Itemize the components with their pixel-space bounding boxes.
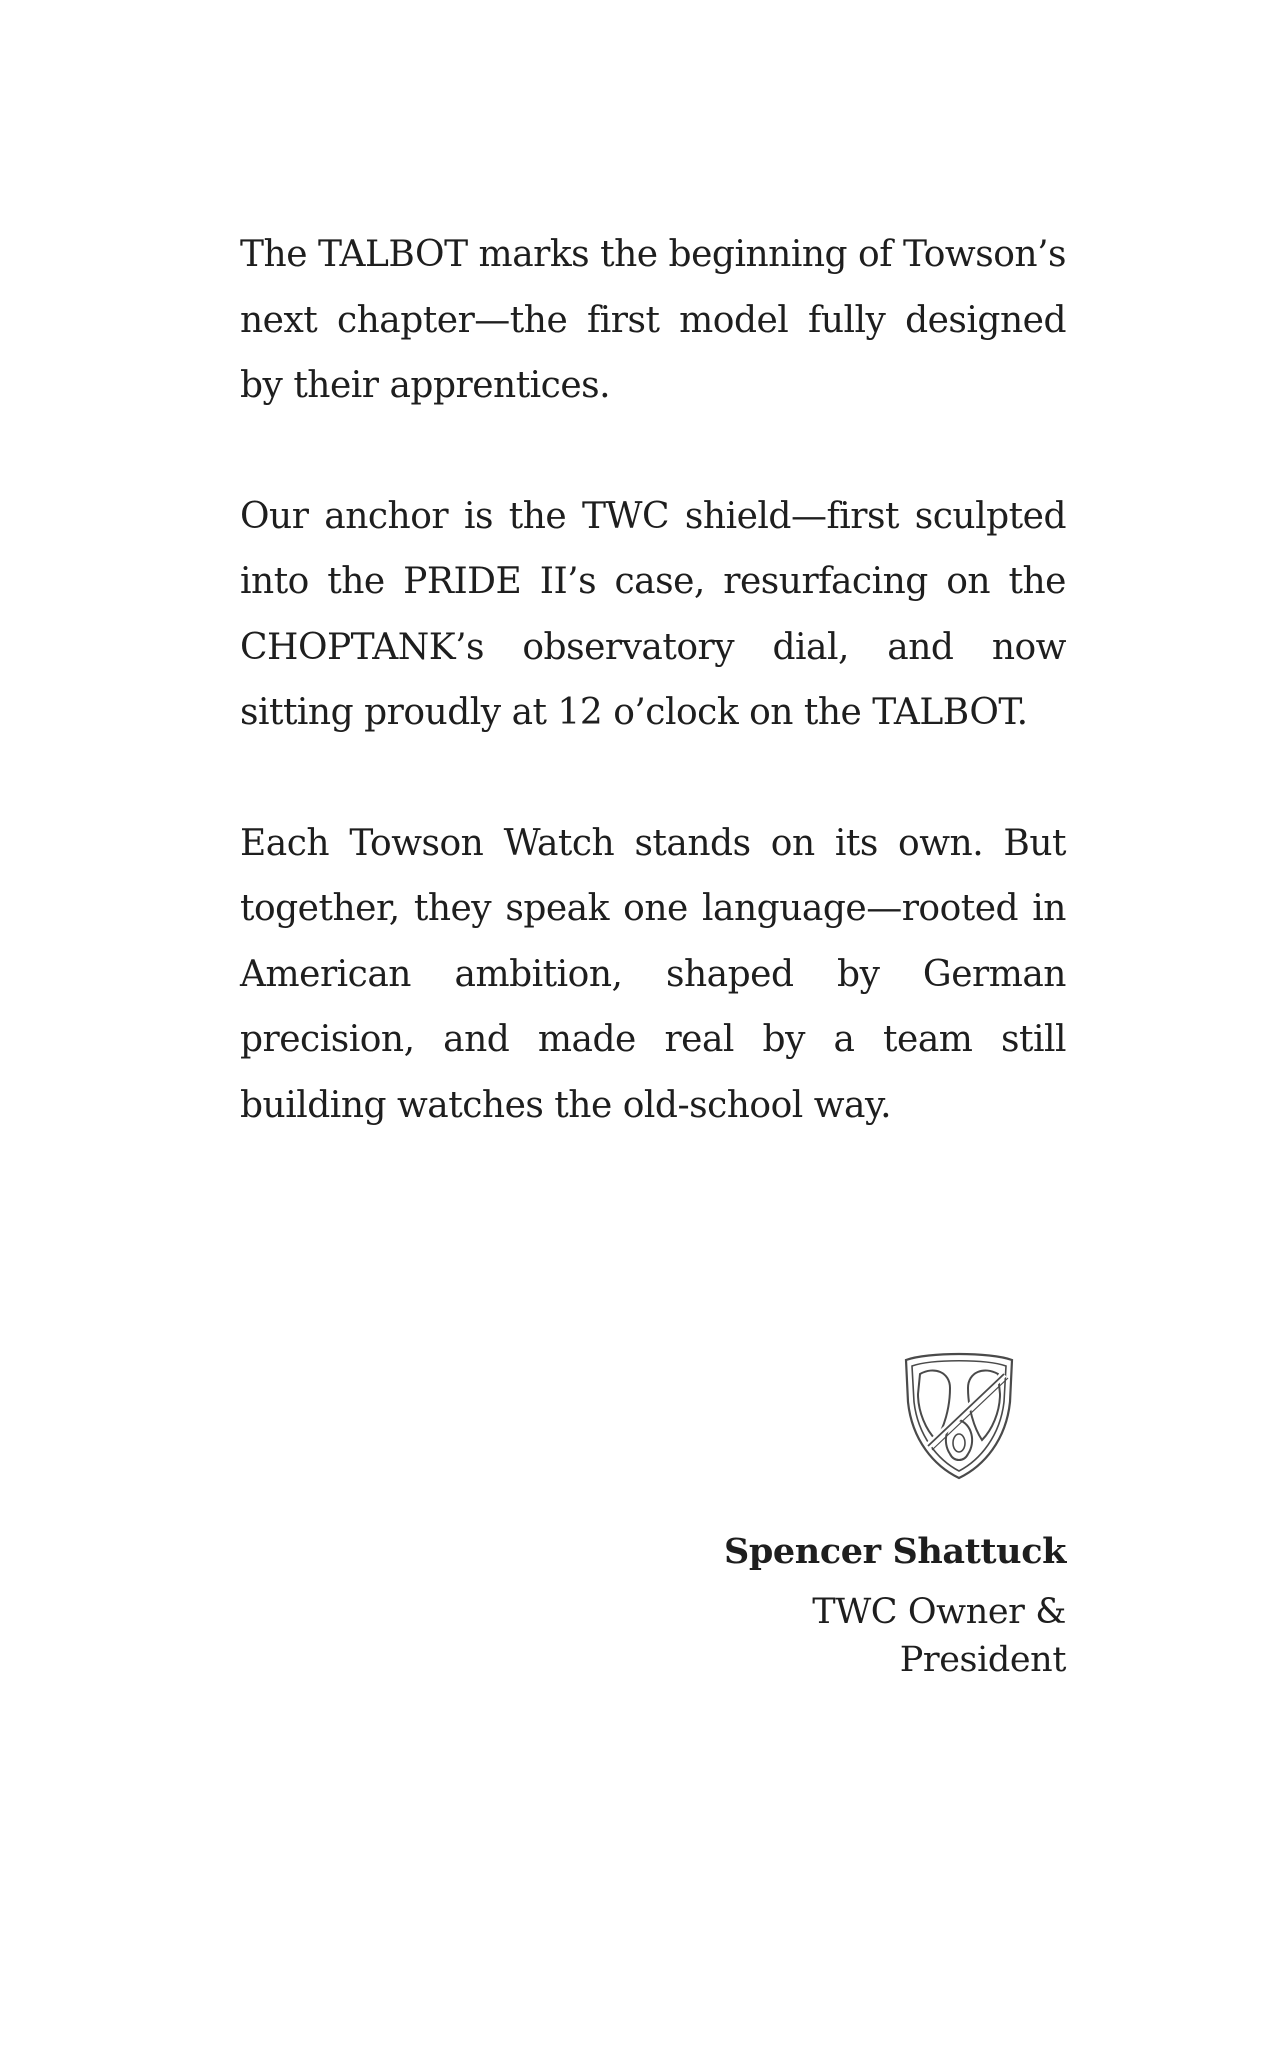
signature-block bbox=[646, 1350, 1066, 1684]
twc-shield-icon bbox=[898, 1350, 1020, 1482]
letter-body bbox=[240, 222, 1066, 1203]
signer-title: TWC Owner & President bbox=[812, 1592, 1066, 1680]
paragraph-twc-shield: Our anchor is the TWC shield—first sculpted into the PRIDE II’s case, resurfacing on the CHOPTANK’s observatory dial, and now sitting proudly at 12 o’clock on the TALBOT. bbox=[240, 495, 1066, 733]
signer-name: Spencer Shattuck bbox=[723, 1531, 1066, 1572]
paragraph-towson-language: Each Towson Watch stands on its own. But together, they speak one language—rooted in American ambition, shaped by German precision, and made real by a team still building watches the old-school way. bbox=[240, 822, 1066, 1126]
paragraph-talbot-intro: The TALBOT marks the beginning of Towson’s next chapter—the first model fully designed by their apprentices. bbox=[240, 234, 1066, 406]
